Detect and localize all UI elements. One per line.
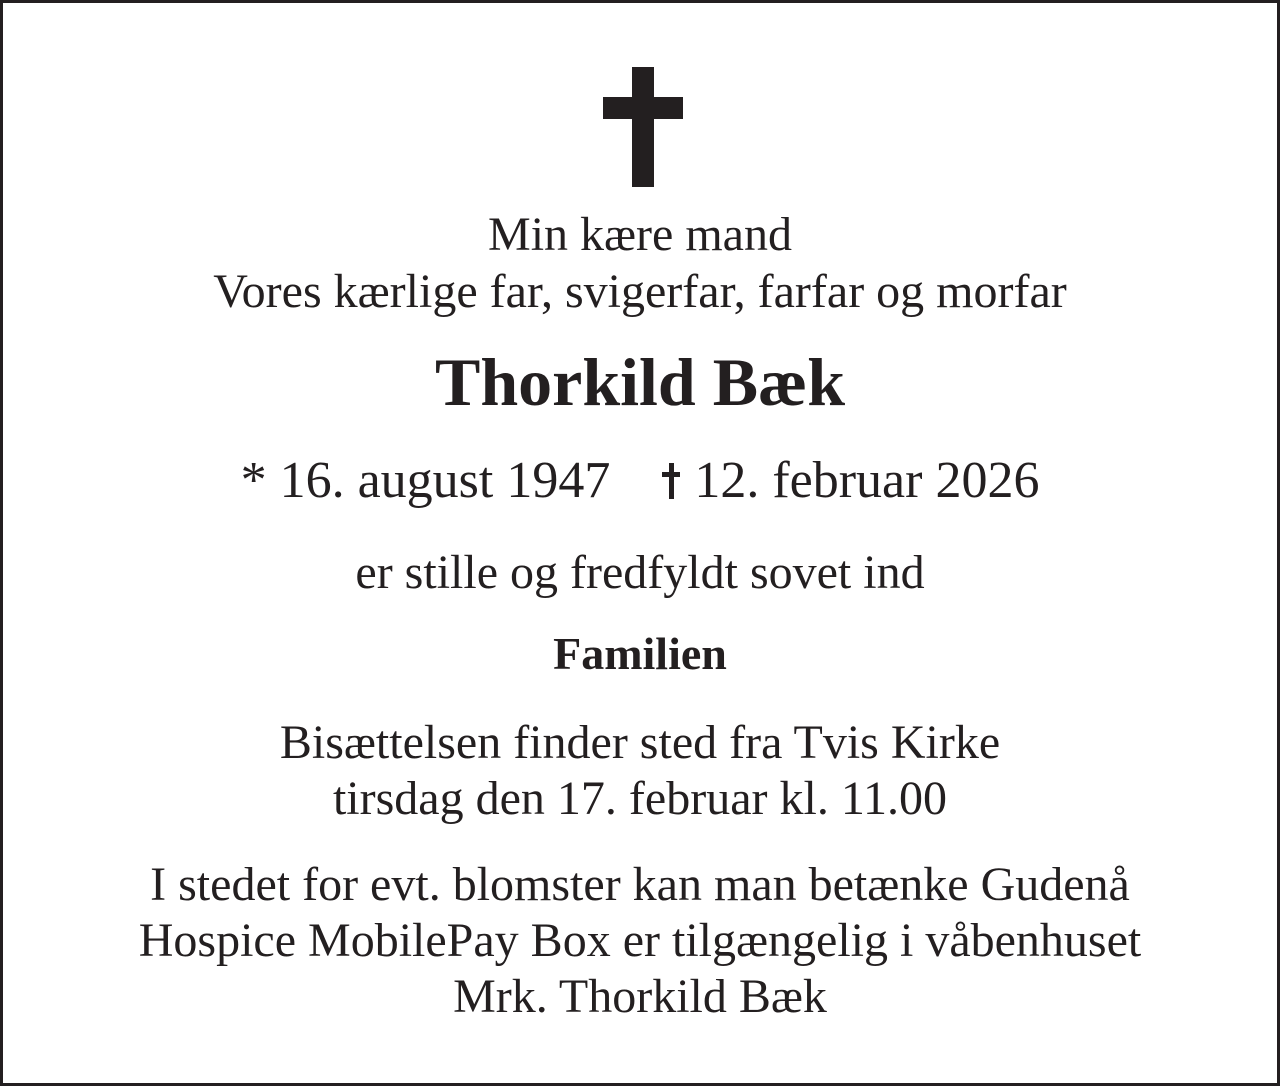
intro-line-2: Vores kærlige far, svigerfar, farfar og morfar <box>213 265 1067 318</box>
small-cross-icon <box>662 463 680 499</box>
latin-cross-icon <box>603 67 683 187</box>
donation-line-1: I stedet for evt. blomster kan man betænke Gudenå <box>150 858 1130 911</box>
deceased-name: Thorkild Bæk <box>434 344 846 420</box>
death-date-group <box>662 452 1039 509</box>
signed-by: Familien <box>553 628 727 679</box>
passing-text: er stille og fredfyldt sovet ind <box>355 546 925 599</box>
birth-date: * 16. august 1947 <box>240 452 611 509</box>
donation-line-2: Hospice MobilePay Box er tilgængelig i våbenhuset <box>138 914 1142 967</box>
donation-line-3: Mrk. Thorkild Bæk <box>453 970 827 1023</box>
funeral-line-1: Bisættelsen finder sted fra Tvis Kirke <box>279 716 1001 769</box>
death-date: 12. februar 2026 <box>694 452 1040 509</box>
funeral-line-2: tirsdag den 17. februar kl. 11.00 <box>332 772 948 825</box>
life-dates <box>3 452 1277 509</box>
intro-line-1: Min kære mand <box>488 208 792 261</box>
